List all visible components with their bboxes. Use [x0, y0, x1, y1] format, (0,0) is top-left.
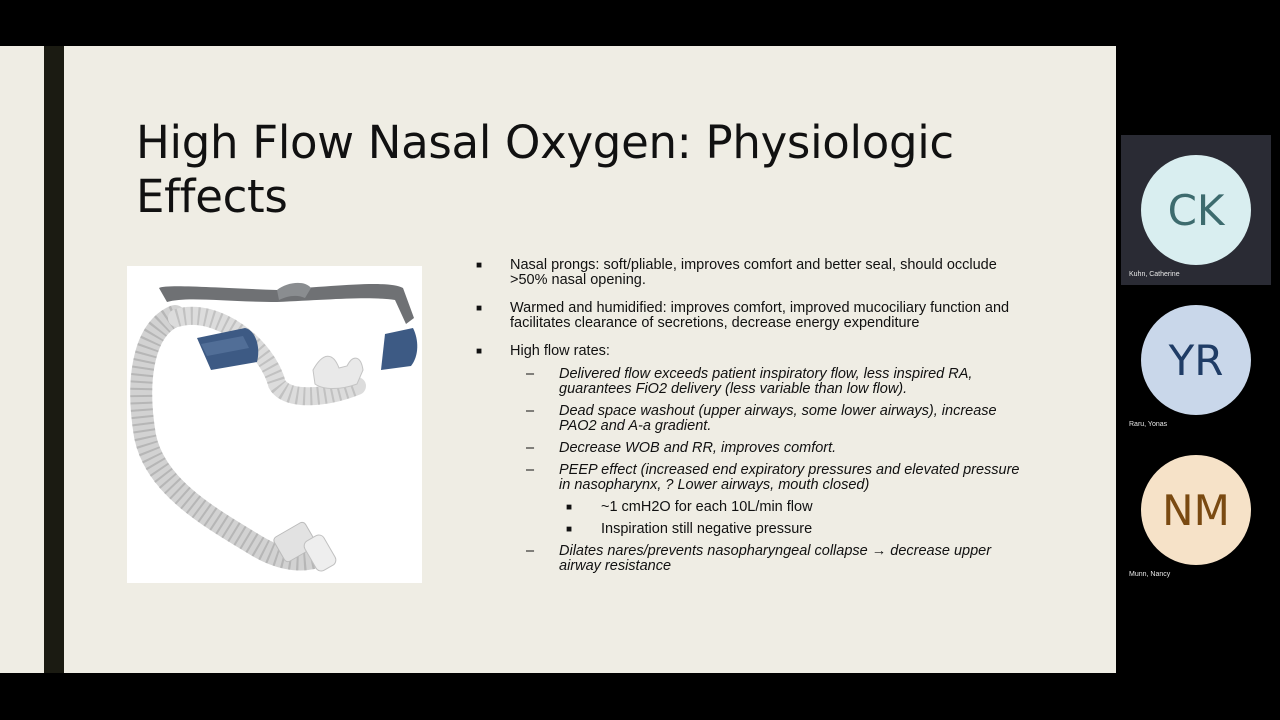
dash-bullet-icon: – — [526, 543, 535, 559]
avatar: CK — [1141, 155, 1251, 265]
participant-name: Raru, Yonas — [1129, 421, 1168, 428]
presentation-slide — [0, 46, 1116, 673]
sub-bullet-text: Dead space washout (upper airways, some lower airways), increase PAO2 and A-a gradient. — [559, 403, 997, 434]
sub-bullet-text: Decrease WOB and RR, improves comfort. — [559, 440, 837, 456]
bullet-text: Warmed and humidified: improves comfort, improved mucociliary function and facilitates clearance of secretions, decrease energy expenditure — [510, 300, 1010, 331]
slide-title: High Flow Nasal Oxygen: Physiologic Effects — [136, 116, 954, 223]
participant-tile[interactable] — [1121, 285, 1271, 435]
participant-tile[interactable] — [1121, 135, 1271, 285]
square-bullet-icon: ■ — [476, 346, 483, 357]
avatar: YR — [1141, 305, 1251, 415]
participant-name: Kuhn, Catherine — [1129, 271, 1180, 278]
bullet-text: Nasal prongs: soft/pliable, improves comfort and better seal, should occlude >50% nasal opening. — [510, 257, 997, 288]
sub-sub-bullet-text: Inspiration still negative pressure — [601, 521, 813, 537]
dash-bullet-icon: – — [526, 440, 535, 456]
participant-tile[interactable] — [1121, 435, 1271, 585]
square-bullet-icon: ■ — [566, 502, 573, 513]
dash-bullet-icon: – — [526, 403, 535, 419]
sub-bullet-text: Delivered flow exceeds patient inspiratory flow, less inspired RA, guarantees FiO2 delivery (less variable than low flow). — [559, 366, 973, 397]
slide-accent-bar — [44, 46, 64, 673]
sub-sub-bullet-text: ~1 cmH2O for each 10L/min flow — [601, 499, 813, 515]
square-bullet-icon: ■ — [566, 524, 573, 535]
participant-name: Munn, Nancy — [1129, 571, 1171, 578]
bullet-text: High flow rates: — [510, 343, 610, 359]
sub-bullet-text: PEEP effect (increased end expiratory pressures and elevated pressure in nasopharynx, ? Lower airways, mouth closed) — [559, 462, 1020, 493]
avatar: NM — [1141, 455, 1251, 565]
sub-bullet-text: Dilates nares/prevents nasopharyngeal collapse → decrease upper airway resistance — [559, 543, 992, 574]
square-bullet-icon: ■ — [476, 260, 483, 271]
nasal-cannula-image — [127, 266, 422, 583]
dash-bullet-icon: – — [526, 366, 535, 382]
dash-bullet-icon: – — [526, 462, 535, 478]
square-bullet-icon: ■ — [476, 303, 483, 314]
